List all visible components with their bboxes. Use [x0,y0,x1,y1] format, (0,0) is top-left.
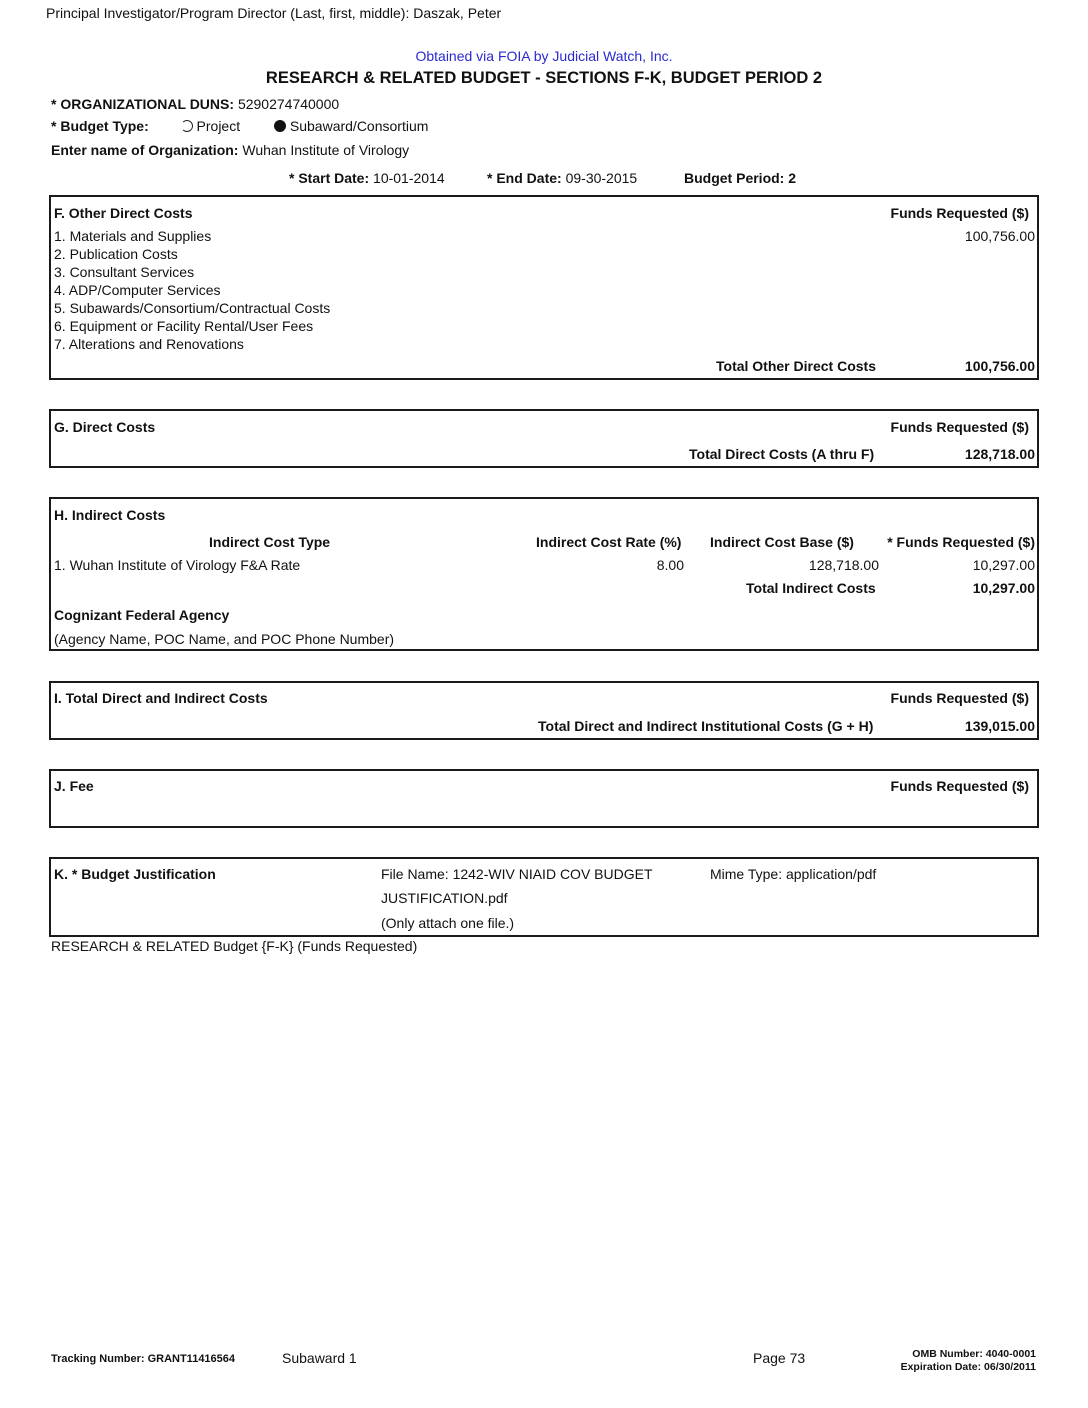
funds-requested-header: Funds Requested ($) [890,690,1029,706]
pi-line: Principal Investigator/Program Director (Last, first, middle): Daszak, Peter [46,5,502,21]
duns-value: 5290274740000 [237,96,340,112]
total-direct-costs-label: Total Direct Costs (A thru F) [689,446,875,462]
total-indirect-costs-label: Total Indirect Costs [746,580,876,596]
section-i-total-costs [49,681,1039,740]
column-header-funds: * Funds Requested ($) [887,534,1035,550]
indirect-cost-rate: 8.00 [656,557,684,573]
attach-note: (Only attach one file.) [381,915,515,931]
expiration-date: Expiration Date: 06/30/2011 [900,1361,1036,1373]
section-g-title: G. Direct Costs [54,419,156,435]
radio-filled-icon [274,120,286,132]
funds-requested-header: Funds Requested ($) [890,205,1029,221]
list-item: 1. Materials and Supplies [54,228,212,244]
indirect-cost-funds: 10,297.00 [972,557,1035,573]
column-header-base: Indirect Cost Base ($) [710,534,854,550]
total-direct-costs-value: 128,718.00 [964,446,1035,462]
total-other-direct-costs-value: 100,756.00 [964,358,1035,374]
org-name-label: Enter name of Organization: [51,142,239,158]
page-number: Page 73 [753,1350,806,1366]
radio-empty-icon [181,120,193,132]
total-institutional-costs-label: Total Direct and Indirect Institutional Costs (G + H) [538,718,874,734]
section-j-title: J. Fee [54,778,94,794]
section-h-indirect-costs [49,497,1039,651]
column-header-cost-type: Indirect Cost Type [209,534,331,550]
form-caption: RESEARCH & RELATED Budget {F-K} (Funds Requested) [51,938,418,954]
tracking-number: Tracking Number: GRANT11416564 [51,1353,236,1365]
section-k-budget-justification [49,857,1039,937]
budget-period: Budget Period: 2 [684,170,797,186]
subaward-label: Subaward 1 [282,1350,357,1366]
foia-note: Obtained via FOIA by Judicial Watch, Inc. [415,48,673,64]
cognizant-agency-hint: (Agency Name, POC Name, and POC Phone Number) [54,631,395,647]
budget-type-project-radio[interactable]: Project [181,118,241,134]
section-j-fee [49,769,1039,828]
total-other-direct-costs-label: Total Other Direct Costs [716,358,876,374]
file-name-line2[interactable]: JUSTIFICATION.pdf [381,890,508,906]
item-value: 100,756.00 [964,228,1035,244]
total-indirect-costs-value: 10,297.00 [972,580,1035,596]
page-title: RESEARCH & RELATED BUDGET - SECTIONS F-K, BUDGET PERIOD 2 [265,69,823,87]
column-header-rate: Indirect Cost Rate (%) [536,534,682,550]
mime-type: Mime Type: application/pdf [710,866,877,882]
file-name-line1[interactable]: File Name: 1242-WIV NIAID COV BUDGET [381,866,653,882]
section-g-direct-costs [49,409,1039,468]
funds-requested-header: Funds Requested ($) [890,778,1029,794]
list-item: 6. Equipment or Facility Rental/User Fees [54,318,314,334]
list-item: 2. Publication Costs [54,246,178,262]
org-name-value: Wuhan Institute of Virology [242,142,410,158]
funds-requested-header: Funds Requested ($) [890,419,1029,435]
indirect-cost-base: 128,718.00 [808,557,879,573]
list-item: 5. Subawards/Consortium/Contractual Costs [54,300,331,316]
section-h-title: H. Indirect Costs [54,507,166,523]
section-f-title: F. Other Direct Costs [54,205,193,221]
list-item: 7. Alterations and Renovations [54,336,244,352]
list-item: 4. ADP/Computer Services [54,282,221,298]
total-institutional-costs-value: 139,015.00 [964,718,1035,734]
section-i-title: I. Total Direct and Indirect Costs [54,690,268,706]
section-k-title: K. * Budget Justification [54,866,216,882]
list-item: 3. Consultant Services [54,264,195,280]
cognizant-agency-label: Cognizant Federal Agency [54,607,230,623]
indirect-cost-type: 1. Wuhan Institute of Virology F&A Rate [54,557,301,573]
duns-row [51,96,339,112]
section-f-other-direct-costs [49,195,1039,380]
budget-type-subaward-radio[interactable]: Subaward/Consortium [274,118,429,134]
budget-type-label: * Budget Type: [51,118,149,134]
start-date: * Start Date: 10-01-2014 [289,170,445,186]
duns-label: * ORGANIZATIONAL DUNS: [51,96,235,112]
end-date: * End Date: 09-30-2015 [487,170,638,186]
budget-type-row [51,118,428,134]
omb-number: OMB Number: 4040-0001 [912,1348,1036,1360]
org-name-row [51,142,409,158]
